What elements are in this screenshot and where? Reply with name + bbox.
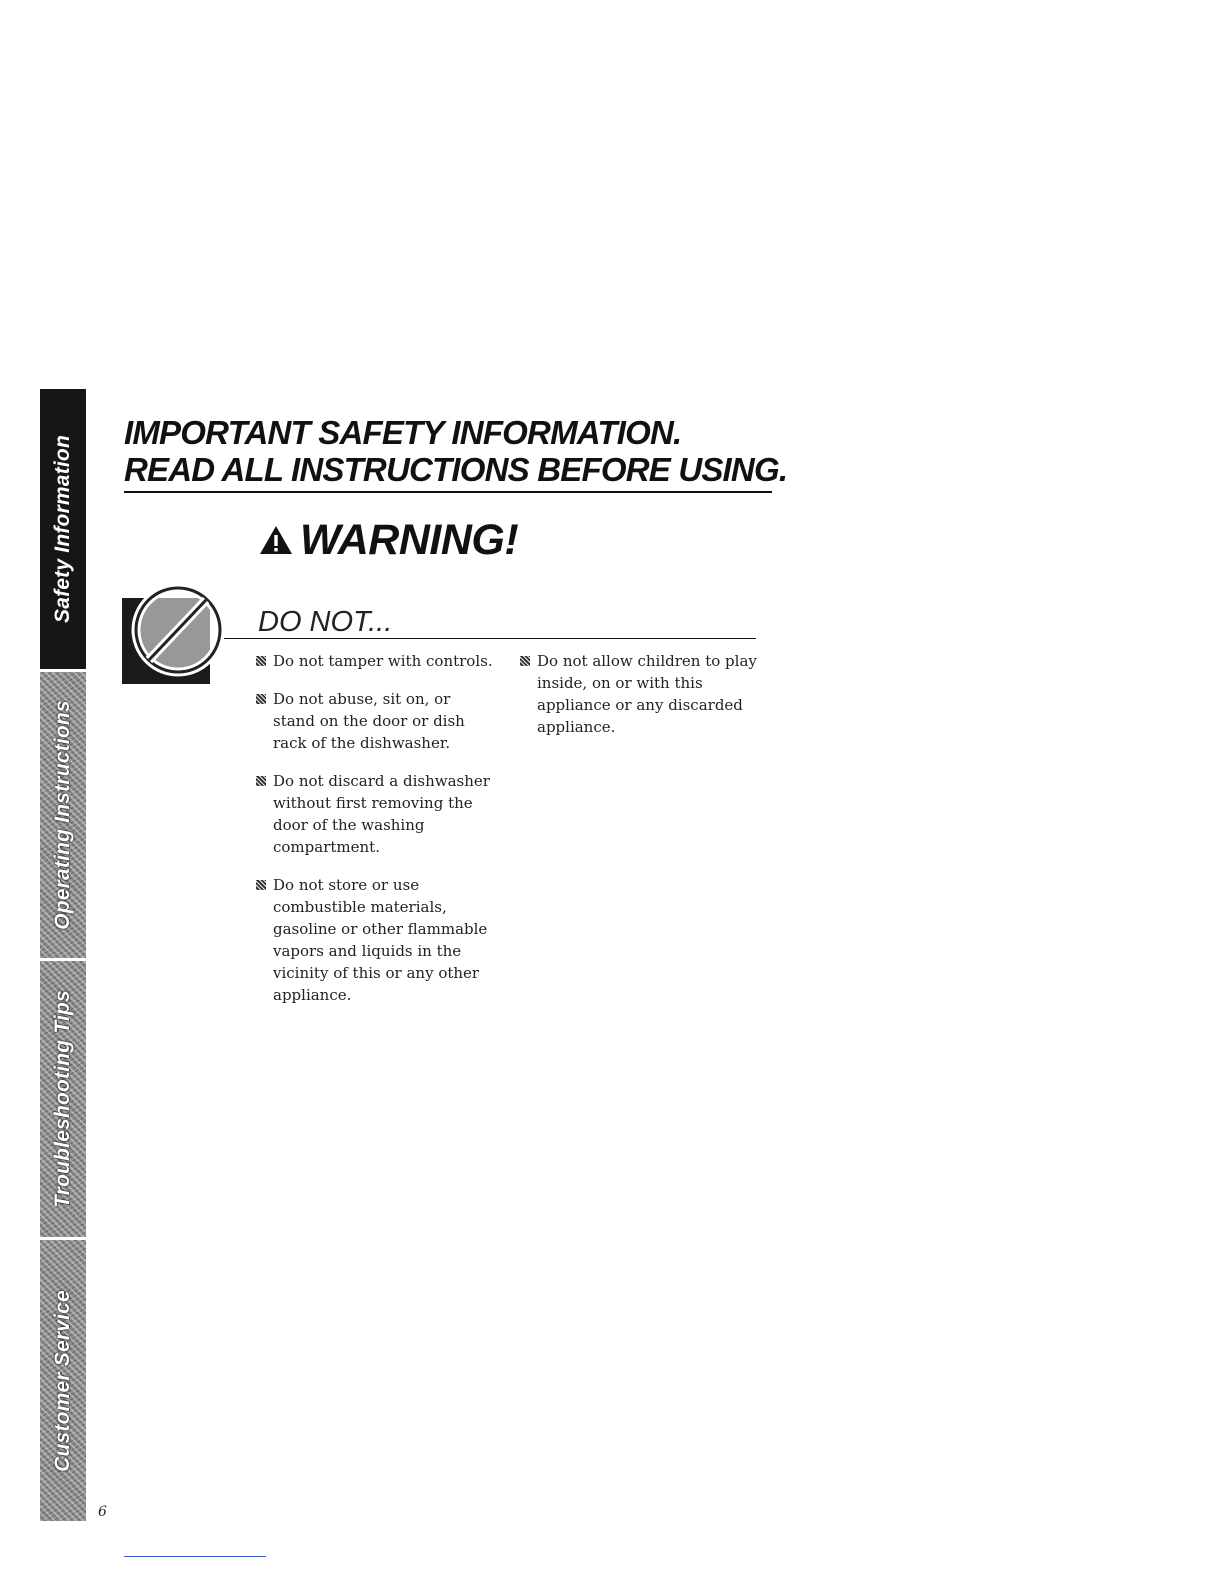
heading-divider (124, 491, 772, 493)
warning-text: WARNING! (300, 516, 519, 564)
page-heading (124, 414, 787, 488)
heading-line-2: READ ALL INSTRUCTIONS BEFORE USING. (124, 451, 788, 488)
tab-label: Customer Service (51, 1289, 74, 1472)
warning-banner (258, 515, 518, 565)
tab-label: Troubleshooting Tips (51, 990, 74, 1208)
page-number: 6 (98, 1504, 107, 1520)
list-item-text: Do not allow children to play inside, on or with this appliance or any discarded appliance. (537, 652, 757, 736)
list-item-text: Do not discard a dishwasher without first removing the door of the washing compartment. (273, 772, 490, 856)
list-item (520, 650, 760, 738)
left-bullet-list (256, 650, 496, 1022)
bullet-icon (256, 694, 266, 704)
heading-line-1: IMPORTANT SAFETY INFORMATION. (124, 414, 682, 451)
tab-operating-instructions[interactable] (40, 672, 86, 958)
tab-label: Safety Information (51, 435, 74, 623)
tab-label: Operating Instructions (51, 700, 74, 930)
list-item-text: Do not abuse, sit on, or stand on the door or dish rack of the dishwasher. (273, 690, 465, 752)
tab-customer-service[interactable] (40, 1240, 86, 1521)
prohibition-icon (122, 574, 226, 686)
bullet-icon (256, 880, 266, 890)
bullet-icon (520, 656, 530, 666)
tab-safety-information[interactable] (40, 389, 86, 669)
warning-triangle-icon (258, 524, 294, 556)
right-bullet-list (520, 650, 760, 754)
tab-troubleshooting-tips[interactable] (40, 961, 86, 1237)
list-item (256, 650, 496, 672)
bullet-icon (256, 776, 266, 786)
section-title: DO NOT... (258, 606, 393, 638)
list-item (256, 770, 496, 858)
section-divider (224, 638, 756, 639)
bullet-icon (256, 656, 266, 666)
list-item-text: Do not store or use combustible materials, gasoline or other flammable vapors and liquids in the vicinity of this or any other appliance. (273, 876, 488, 1004)
footer-rule (124, 1556, 266, 1557)
list-item-text: Do not tamper with controls. (273, 652, 493, 670)
section-tabs (40, 389, 86, 1521)
list-item (256, 874, 496, 1006)
list-item (256, 688, 496, 754)
